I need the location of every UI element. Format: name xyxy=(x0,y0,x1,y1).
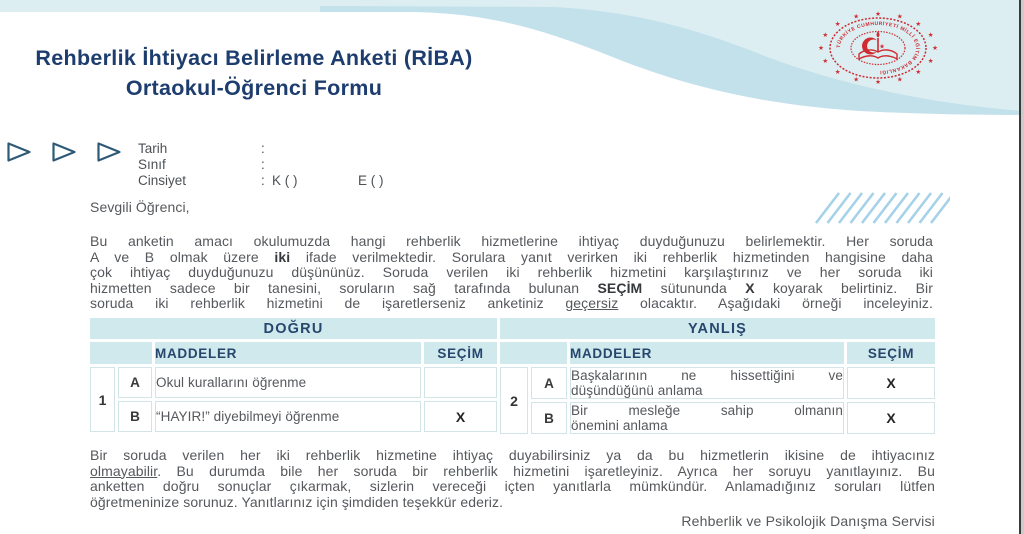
dogru-rowB-item: “HAYIR!” diyebilmeyi öğrenme xyxy=(155,401,421,432)
svg-text:★: ★ xyxy=(822,58,829,65)
svg-text:★: ★ xyxy=(834,69,841,76)
intro-paragraph: Bu anketin amacı okulumuzda hangi rehberlik hizmetlerine ihtiyaç duyduğunuzu belirlemektir. Her soruda A ve B olmak üzere iki ifade verilmektedir. Sorulara yanıt verirken iki rehberlik hizmetinden hangisine daha çok ihtiyaç duyduğunuzu düşününüz. Soruda verilen iki rehberlik hizmetini karşılaştırınız ve her soruda iki hizmetten sadece bir tanesini, soruların sağ tarafında bulunan SEÇİM sütununda X koyarak belirtiniz. Bir soruda iki rehberlik hizmetini de işaretlerseniz anketiniz geçersiz olacaktır. Aşağıdaki örneği inceleyiniz. xyxy=(90,233,933,312)
dogru-row-number: 1 xyxy=(90,367,115,432)
greeting-text: Sevgili Öğrenci, xyxy=(90,199,190,215)
svg-text:★: ★ xyxy=(818,45,824,52)
dogru-rowA-item: Okul kurallarını öğrenme xyxy=(155,367,421,398)
yanlis-rowB-secim: X xyxy=(847,402,935,434)
svg-text:★: ★ xyxy=(927,32,934,39)
yanlis-rowA-item: Başkalarının ne hissettiğini ve düşündüğünü anlama xyxy=(571,368,843,398)
page-title-line2: Ortaokul-Öğrenci Formu xyxy=(125,76,383,100)
yanlis-rowB-item: Bir mesleğe sahip olmanın önemini anlama xyxy=(571,403,843,433)
sinif-label: Sınıf xyxy=(138,156,166,172)
cinsiyet-option-k[interactable]: K ( ) xyxy=(272,172,298,188)
svg-text:★: ★ xyxy=(927,58,934,65)
dogru-blank-header xyxy=(90,342,152,364)
triangle-markers xyxy=(6,141,122,163)
student-info-fields xyxy=(138,141,538,188)
dogru-rowB-letter: B xyxy=(118,401,152,432)
triangle-marker-icon xyxy=(6,141,32,163)
svg-text:★: ★ xyxy=(834,21,841,28)
svg-text:★: ★ xyxy=(915,21,922,28)
cinsiyet-label: Cinsiyet xyxy=(138,172,187,188)
svg-text:★: ★ xyxy=(822,32,829,39)
yanlis-row-number: 2 xyxy=(500,367,528,434)
signature-text: Rehberlik ve Psikolojik Danışma Servisi xyxy=(681,513,935,529)
dogru-rowA-letter: A xyxy=(118,367,152,398)
dogru-header: DOĞRU xyxy=(90,318,497,339)
meb-ministry-seal-logo xyxy=(815,7,943,91)
yanlis-header: YANLIŞ xyxy=(500,318,935,339)
svg-text:★: ★ xyxy=(896,76,903,84)
closing-paragraph: Bir soruda verilen her iki rehberlik hizmetine ihtiyaç duyabilirsiniz ya da bu hizmetlerin ikisine de ihtiyacınız olmayabilir. Bu durumda bile her soruda bir rehberlik hizmetini işaretleyiniz. Ayrıca her soruyu yanıtlayınız. Bu anketten doğru sonuçlar çıkarmak, sizlerin vereceği içten yanıtlarla mümkündür. Anlamadığınız soruları lütfen öğretmeninize sorunuz. Yanıtlarınız için şimdiden teşekkür ederiz. xyxy=(90,447,935,510)
cinsiyet-field xyxy=(138,173,538,189)
sinif-field xyxy=(138,157,538,173)
tarih-field xyxy=(138,141,538,157)
yanlis-rowA-letter: A xyxy=(531,367,567,399)
seal-ring-text: TÜRKİYE CUMHURİYETİ MİLLÎ EĞİTİM BAKANLIĞI xyxy=(835,20,921,75)
yanlis-rowB-letter: B xyxy=(531,402,567,434)
svg-text:★: ★ xyxy=(915,69,922,76)
svg-text:★: ★ xyxy=(932,45,938,52)
tarih-value-slot[interactable] xyxy=(272,141,352,155)
triangle-marker-icon xyxy=(51,141,77,163)
cinsiyet-option-e[interactable]: E ( ) xyxy=(358,172,384,188)
dogru-rowA-secim xyxy=(424,367,497,398)
tarih-label: Tarih xyxy=(138,141,168,156)
yanlis-rowA-secim: X xyxy=(847,367,935,399)
sinif-value-slot[interactable] xyxy=(272,157,352,171)
dogru-rowB-secim: X xyxy=(424,401,497,432)
seal-crescent-star-icon: ★ xyxy=(879,43,885,51)
svg-text:★: ★ xyxy=(875,79,881,86)
triangle-marker-icon xyxy=(96,141,122,163)
example-table-yanlis xyxy=(497,315,938,437)
example-table-dogru xyxy=(87,315,500,435)
yanlis-blank-header xyxy=(500,342,567,364)
svg-text:★: ★ xyxy=(896,13,903,21)
page-title-line1: Rehberlik İhtiyacı Belirleme Anketi (RİBA) xyxy=(35,46,473,70)
svg-text:★: ★ xyxy=(853,13,860,21)
svg-text:★: ★ xyxy=(853,76,860,84)
page-title xyxy=(0,43,508,103)
cinsiyet-colon: : xyxy=(261,172,265,188)
sinif-colon: : xyxy=(261,156,265,172)
diagonal-stripes-decoration xyxy=(810,190,950,226)
yanlis-secim-header: SEÇİM xyxy=(847,342,935,364)
tarih-colon: : xyxy=(261,141,265,156)
yanlis-maddeler-header: MADDELER xyxy=(570,342,844,364)
dogru-secim-header: SEÇİM xyxy=(424,342,497,364)
svg-text:★: ★ xyxy=(875,11,881,18)
dogru-maddeler-header: MADDELER xyxy=(155,342,421,364)
seal-torch-book-emblem xyxy=(859,31,897,59)
